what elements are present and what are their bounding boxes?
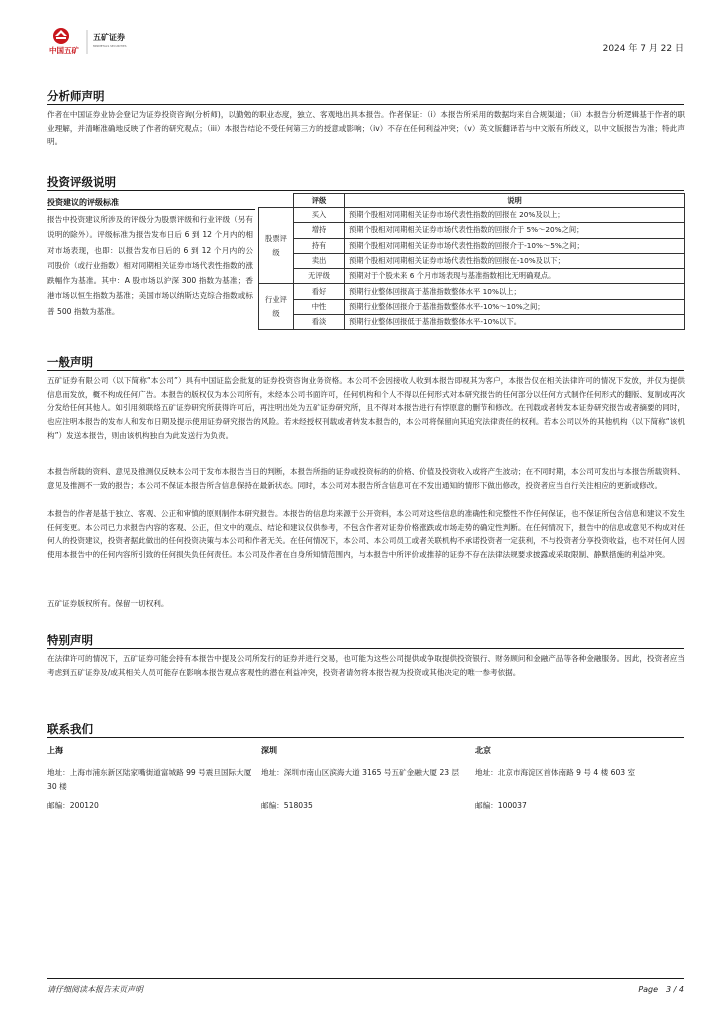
rating-section-title: 投资评级说明 <box>47 175 116 189</box>
industry-rating-category: 行业评级 <box>259 284 294 330</box>
level-header: 评级 <box>294 194 345 208</box>
section-divider <box>47 190 684 191</box>
table-row <box>259 208 685 223</box>
office-city-shenzhen: 深圳 <box>261 746 277 755</box>
company-logo <box>47 26 147 56</box>
rating-criteria-title: 投资建议的评级标准 <box>47 198 119 207</box>
footer-disclaimer-note: 请仔细阅读本报告末页声明 <box>47 985 143 994</box>
table-corner <box>259 194 294 208</box>
rating-description: 预期个股相对同期相关证券市场代表性指数的回报介于 5%～20%之间； <box>345 223 685 238</box>
analyst-statement-body: 作者在中国证券业协会登记为证券投资咨询(分析师)，以勤勉的职业态度，独立、客观地出具本报告。作者保证：（i）本报告所采用的数据均来自合规渠道；（ii）本报告分析逻辑基于作者的职业理解，并清晰准确地反映了作者的研究观点；（iii）本报告结论不受任何第三方的授意或影响；（iv）不存在任何利益冲突；（v）英文版翻译若与中文版有所歧义，以中文版报告为准；特此声明。 <box>47 110 685 147</box>
special-statement-title: 特别声明 <box>47 633 93 647</box>
rating-level: 持有 <box>294 238 345 253</box>
svg-text:中国五矿: 中国五矿 <box>49 46 79 55</box>
office-city-beijing: 北京 <box>475 746 491 755</box>
rating-description: 预期个股相对同期相关证券市场代表性指数的回报在-10%及以下； <box>345 253 685 268</box>
office-address-beijing: 地址：北京市海淀区首体南路 9 号 4 楼 603 室 <box>475 768 636 777</box>
section-divider <box>47 737 684 738</box>
description-header: 说明 <box>345 194 685 208</box>
rating-description: 预期行业整体回报低于基准指数整体水平-10%以下。 <box>345 315 685 330</box>
table-row <box>259 238 685 253</box>
page-number: Page 3 / 4 <box>638 985 684 994</box>
section-divider <box>47 648 684 649</box>
office-city-shanghai: 上海 <box>47 746 63 755</box>
table-row <box>259 269 685 284</box>
general-statement-paragraph: 五矿证券有限公司（以下简称“本公司”）具有中国证监会批复的证券投资咨询业务资格。本公司不会因接收人收到本报告即视其为客户，本报告仅在相关法律许可的情况下发放，并仅为提供信息而发放，概不构成任何广告。本报告的版权仅为本公司所有，未经本公司书面许可，任何机构和个人不得以任何形式对本研究报告的任何部分以任何方式制作任何形式的翻版、复制或再次分发给任何其他人。如引用须联络五矿证券研究所获得许可后，再注明出处为五矿证券研究所，且不得对本报告进行有悖原意的删节和修改。在刊载或者转发本证券研究报告或者摘要的同时，也应注明本报告的发布人和发布日期及提示使用证券研究报告的风险。若未经授权刊载或者转发本报告的，本公司将保留向其追究法律责任的权利。若本公司以外的其他机构（以下简称“该机构”）发送本报告，则由该机构独自为此发送行为负责。 <box>47 376 685 440</box>
stock-rating-category: 股票评级 <box>259 208 294 284</box>
general-statement-title: 一般声明 <box>47 355 93 369</box>
rating-description: 预期对于个股未来 6 个月市场表现与基准指数相比无明确观点。 <box>345 269 685 284</box>
rating-description: 预期个股相对同期相关证券市场代表性指数的回报介于-10%～5%之间； <box>345 238 685 253</box>
table-row <box>259 223 685 238</box>
copyright-notice: 五矿证券版权所有。保留一切权利。 <box>47 599 169 608</box>
office-zip-shanghai: 邮编：200120 <box>47 801 99 810</box>
rating-level: 中性 <box>294 299 345 314</box>
analyst-statement-title: 分析师声明 <box>47 89 105 103</box>
table-row <box>259 315 685 330</box>
rating-description: 预期行业整体回报介于基准指数整体水平-10%～10%之间； <box>345 299 685 314</box>
office-zip-shenzhen: 邮编：518035 <box>261 801 313 810</box>
rating-description: 预期个股相对同期相关证券市场代表性指数的回报在 20%及以上； <box>345 208 685 223</box>
contact-title: 联系我们 <box>47 722 93 736</box>
svg-text:五矿证券: 五矿证券 <box>93 33 125 42</box>
minmetals-logo-icon <box>47 26 147 56</box>
table-row <box>259 299 685 314</box>
footer-divider <box>47 978 684 979</box>
svg-text:MINMETALS SECURITIES: MINMETALS SECURITIES <box>93 44 127 48</box>
section-divider <box>47 370 684 371</box>
rating-level: 无评级 <box>294 269 345 284</box>
office-address-shanghai: 地址：上海市浦东新区陆家嘴街道富城路 99 号震旦国际大厦 30 楼 <box>47 768 252 791</box>
general-statement-paragraph: 本报告的作者是基于独立、客观、公正和审慎的原则制作本研究报告。本报告的信息均来源于公开资料，本公司对这些信息的准确性和完整性不作任何保证，也不保证所包含信息和建议不发生任何变更。本公司已力求报告内容的客观、公正，但文中的观点、结论和建议仅供参考，不包含作者对证券价格涨跌或市场走势的确定性判断。在任何情况下，报告中的信息或意见不构成对任何人的投资建议，投资者据此做出的任何投资决策与本公司和作者无关。在任何情况下，本公司、本公司员工或者关联机构不承诺投资者一定获利，不与投资者分享投资收益，也不对任何人因使用本报告中的任何内容所引致的任何损失负任何责任。本公司及作者在自身所知情范围内，与本报告中所评价或推荐的证券不存在法律法规要求披露或采取限制、静默措施的利益冲突。 <box>47 509 685 560</box>
rating-level: 看好 <box>294 284 345 299</box>
criteria-divider <box>47 209 255 210</box>
rating-criteria-description: 报告中投资建议所涉及的评级分为股票评级和行业评级（另有说明的除外）。评级标准为报告发布日后 6 到 12 个月内的相对市场表现，也即：以报告发布日后的 6 到 12 个月内的公司股价（或行业指数）相对同期相关证券市场代表性指数的涨跌幅作为基准。其中：A 股市场以沪深 300 指数为基准；香港市场以恒生指数为基准；美国市场以纳斯达克综合指数或标普 500 指数为基准。 <box>47 215 253 316</box>
rating-description: 预期行业整体回报高于基准指数整体水平 10%以上； <box>345 284 685 299</box>
office-address-shenzhen: 地址：深圳市南山区滨海大道 3165 号五矿金融大厦 23 层 <box>261 768 460 777</box>
rating-level: 增持 <box>294 223 345 238</box>
rating-level: 看淡 <box>294 315 345 330</box>
office-zip-beijing: 邮编：100037 <box>475 801 527 810</box>
rating-table <box>258 193 685 330</box>
table-row <box>259 253 685 268</box>
table-row <box>259 284 685 299</box>
rating-level: 卖出 <box>294 253 345 268</box>
report-date: 2024 年 7 月 22 日 <box>602 44 684 54</box>
rating-level: 买入 <box>294 208 345 223</box>
general-statement-paragraph: 本报告所载的资料、意见及推测仅反映本公司于发布本报告当日的判断，本报告所指的证券或投资标的的价格、价值及投资收入或将产生波动；在不同时期，本公司可发出与本报告所载资料、意见及推测不一致的报告；本公司不保证本报告所含信息保持在最新状态。同时，本公司对本报告所含信息可在不发出通知的情形下做出修改，投资者应当自行关注相应的更新或修改。 <box>47 467 685 490</box>
section-divider <box>47 104 684 105</box>
special-statement-body: 在法律许可的情况下，五矿证券可能会持有本报告中提及公司所发行的证券并进行交易，也可能为这些公司提供或争取提供投资银行、财务顾问和金融产品等各种金融服务。因此，投资者应当考虑到五矿证券及/或其相关人员可能存在影响本报告观点客观性的潜在利益冲突，投资者请勿将本报告视为投资或其他决定的唯一参考依据。 <box>47 654 685 677</box>
